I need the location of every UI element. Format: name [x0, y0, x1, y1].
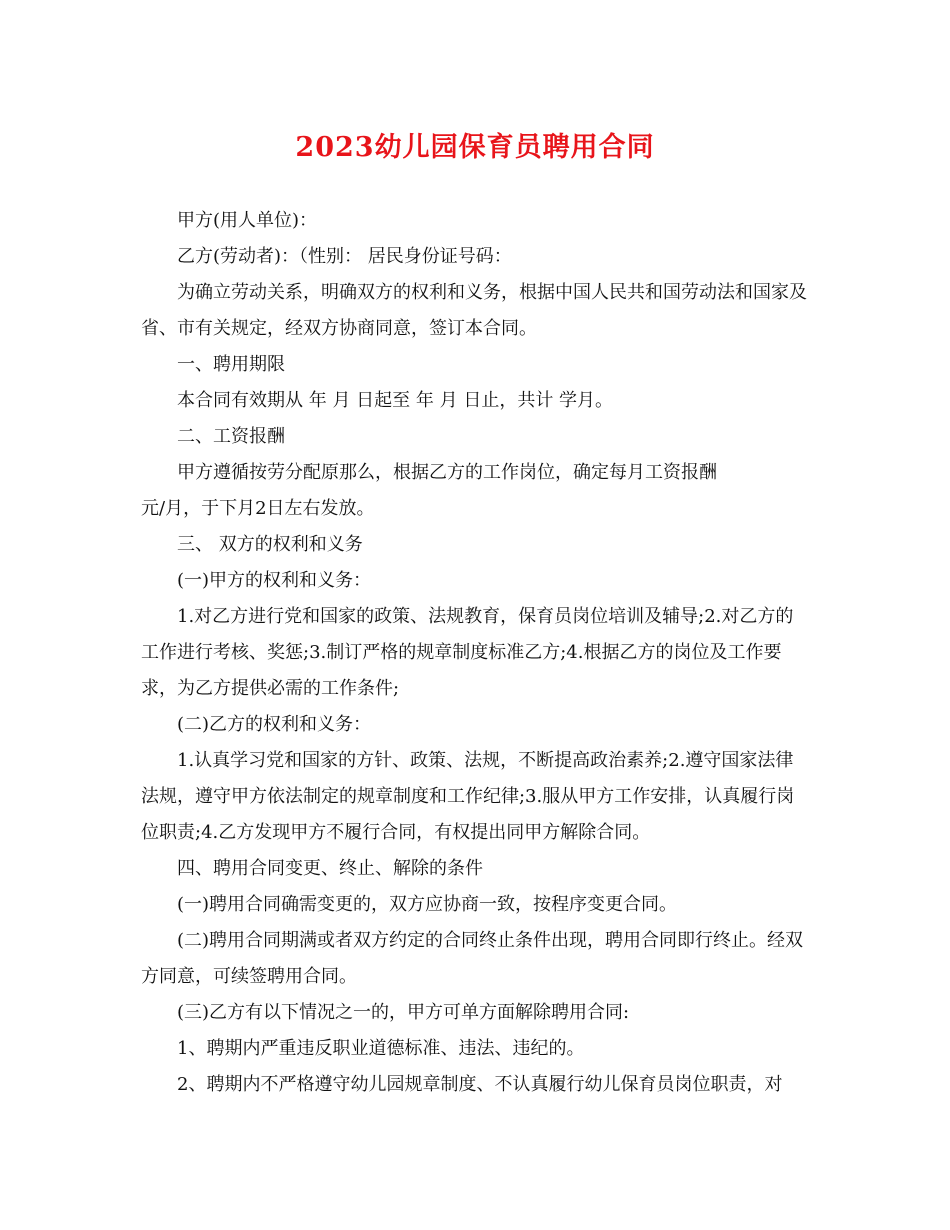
paragraph: (二)聘用合同期满或者双方约定的合同终止条件出现，聘用合同即行终止。经双方同意，可续签聘用合同。 [141, 930, 804, 987]
subsection-heading: (二)乙方的权利和义务： [177, 714, 372, 735]
document-title: 2023幼儿园保育员聘用合同 [295, 132, 655, 163]
section-heading: 三、 双方的权利和义务 [177, 534, 363, 555]
section-heading: 四、聘用合同变更、终止、解除的条件 [177, 858, 483, 879]
paragraph: (三)乙方有以下情况之一的，甲方可单方面解除聘用合同: [177, 1002, 630, 1023]
paragraph: 1.对乙方进行党和国家的政策、法规教育，保育员岗位培训及辅导;2.对乙方的工作进行考核、奖惩;3.制订严格的规章制度标准乙方;4.根据乙方的岗位及工作要求，为乙方提供必需的工作条件; [141, 606, 794, 699]
document-body [141, 203, 811, 1103]
section-heading: 一、聘用期限 [177, 354, 285, 375]
paragraph: 本合同有效期从 年 月 日起至 年 月 日止，共计 学月。 [177, 390, 614, 411]
paragraph: 甲方遵循按劳分配原那么，根据乙方的工作岗位，确定每月工资报酬 [177, 462, 717, 483]
paragraph: 1.认真学习党和国家的方针、政策、法规，不断提高政治素养;2.遵守国家法律法规，遵守甲方依法制定的规章制度和工作纪律;3.服从甲方工作安排，认真履行岗位职责;4.乙方发现甲方不履行合同，有权提出同甲方解除合同。 [141, 750, 795, 843]
subsection-heading: (一)甲方的权利和义务： [177, 570, 372, 591]
section-heading: 二、工资报酬 [177, 426, 285, 447]
party-b-line: 乙方(劳动者)：（性别： 居民身份证号码： [177, 246, 512, 267]
paragraph: (一)聘用合同确需变更的，双方应协商一致，按程序变更合同。 [177, 894, 678, 915]
party-a-line: 甲方(用人单位)： [177, 210, 318, 231]
list-item: 2、聘期内不严格遵守幼儿园规章制度、不认真履行幼儿保育员岗位职责，对 [177, 1074, 783, 1095]
paragraph-continuation: 元/月，于下月2日左右发放。 [141, 498, 375, 519]
list-item: 1、聘期内严重违反职业道德标准、违法、违纪的。 [177, 1038, 585, 1059]
preamble-paragraph: 为确立劳动关系，明确双方的权利和义务，根据中国人民共和国劳动法和国家及省、市有关规定，经双方协商同意，签订本合同。 [141, 282, 807, 339]
